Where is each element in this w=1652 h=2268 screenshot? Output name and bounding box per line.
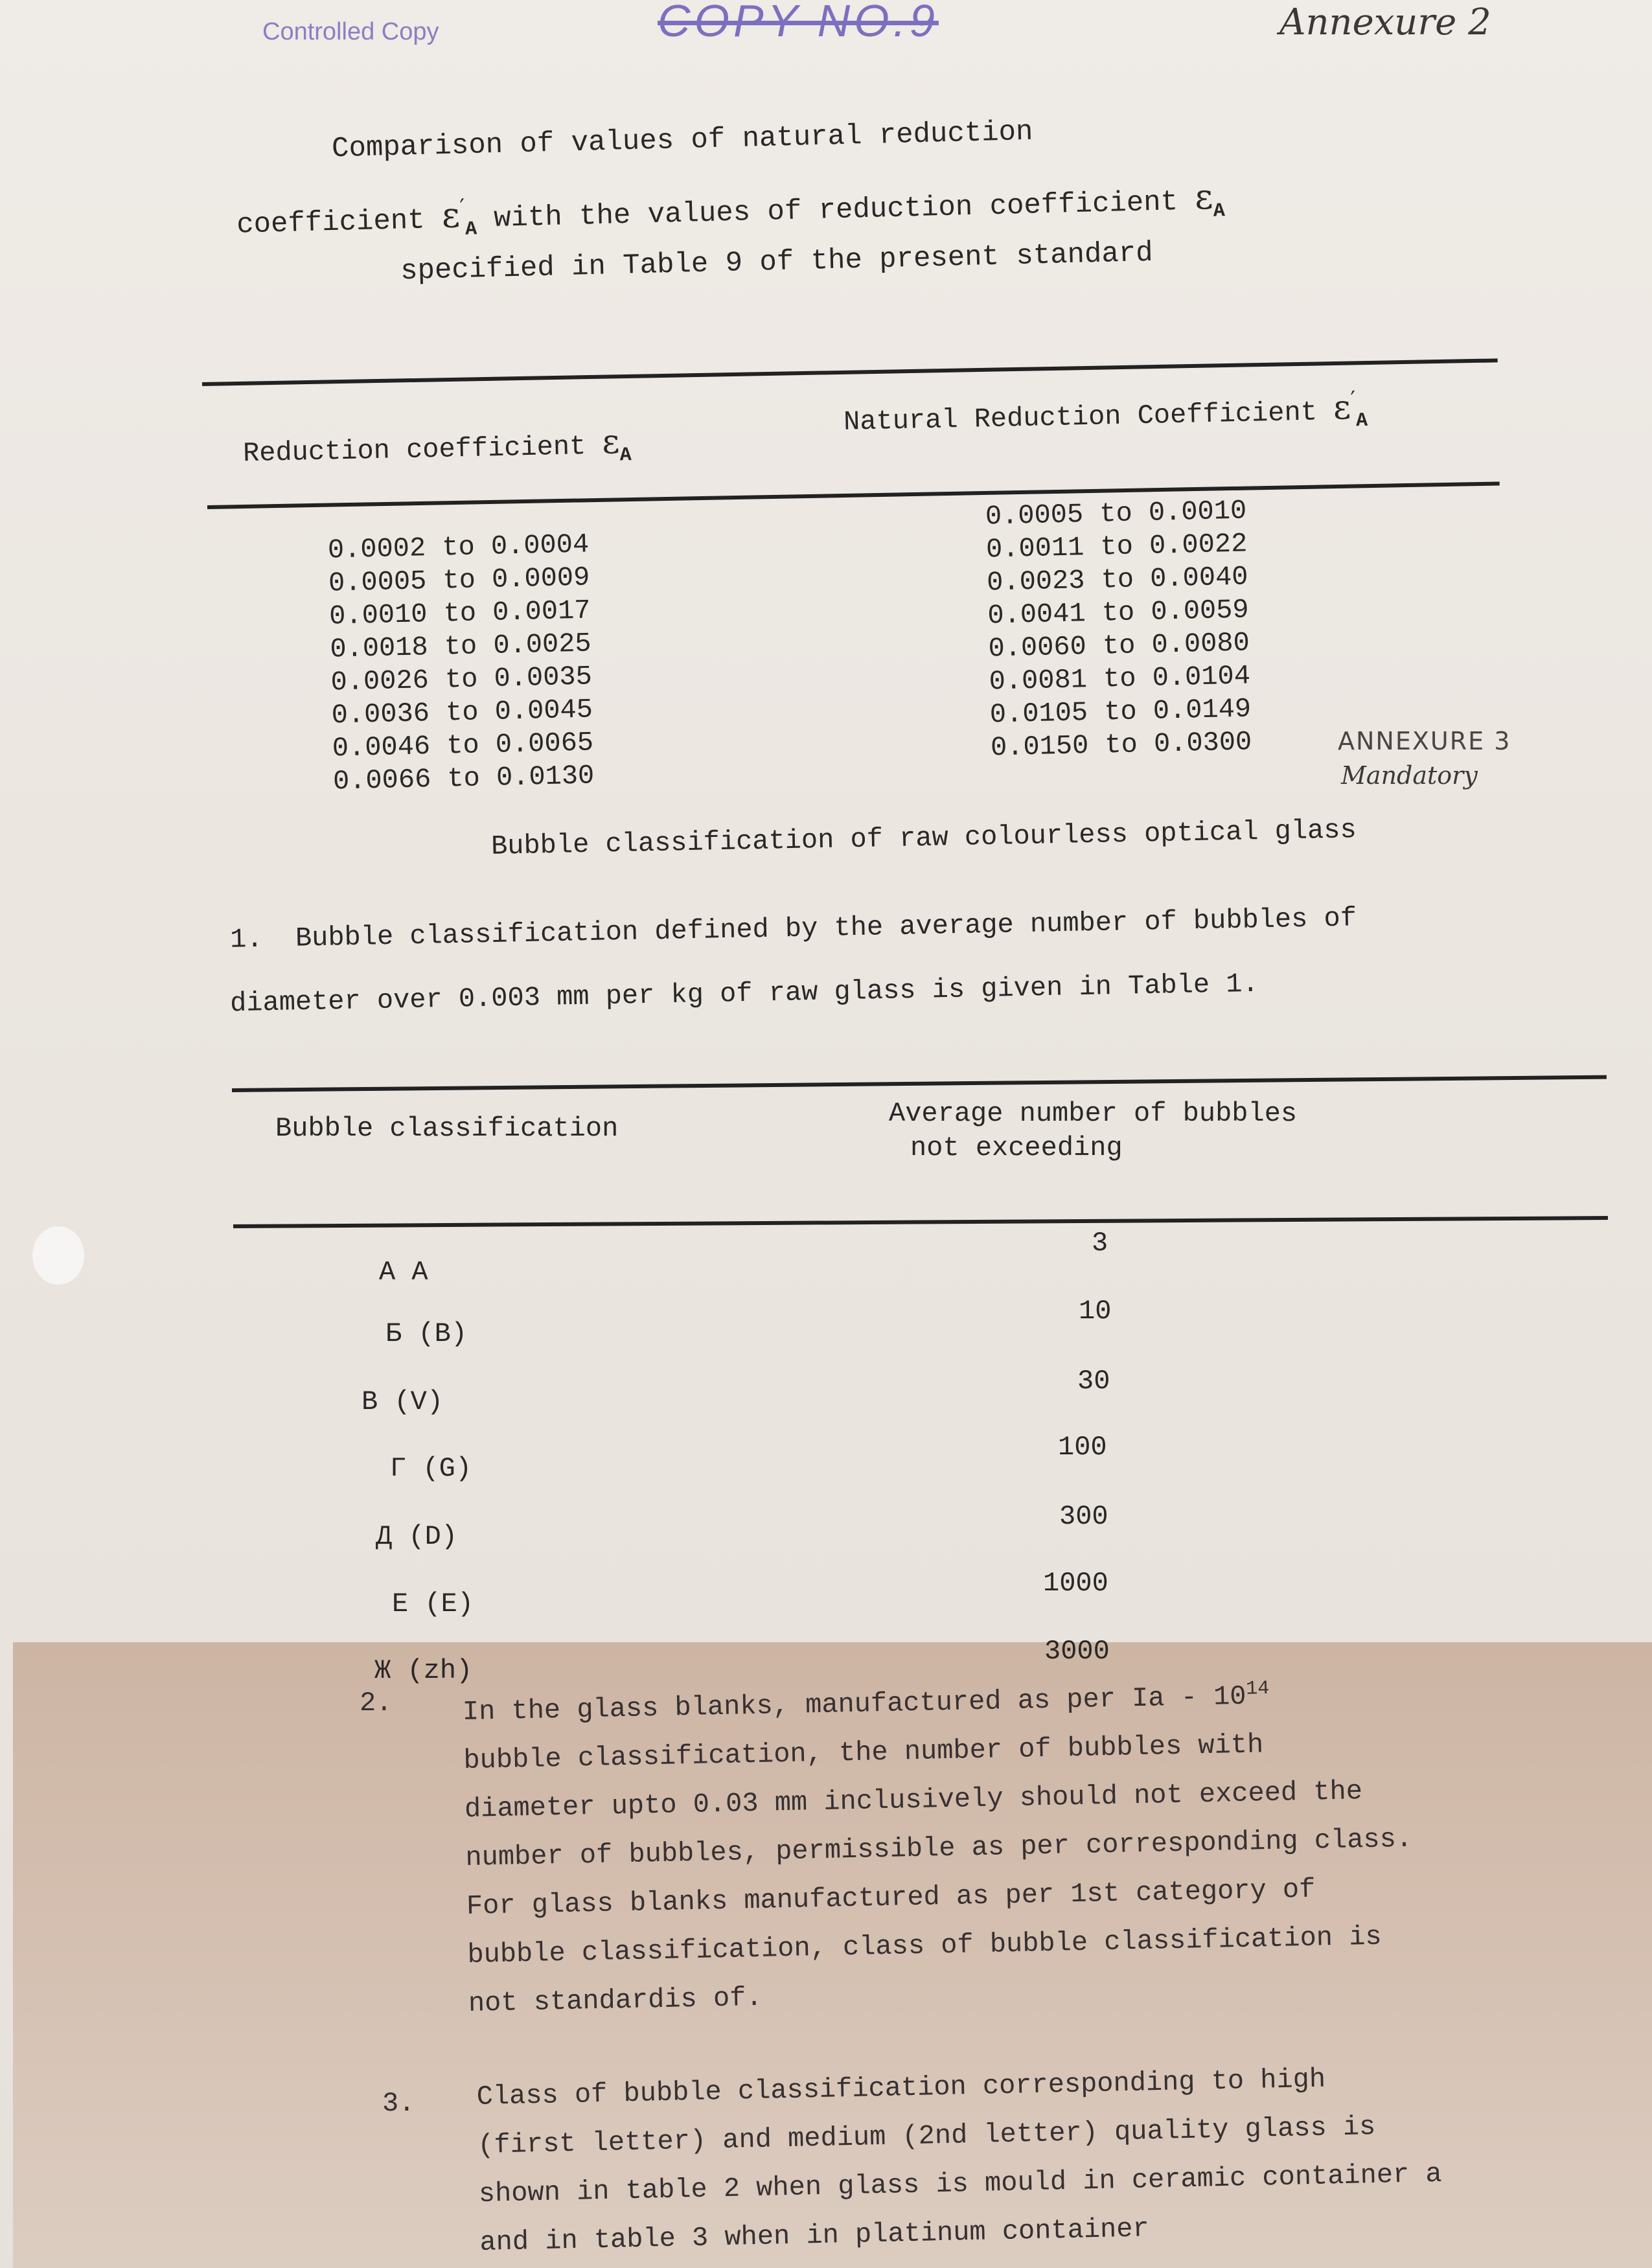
bubble-count-cell: 10 [1079, 1296, 1112, 1327]
bubble-col-header-average-line2: not exceeding [910, 1132, 1123, 1163]
bubble-count-cell: 100 [1058, 1432, 1107, 1463]
table-cell: 0.0036 to 0.0045 [331, 694, 593, 731]
table-cell: 0.0081 to 0.0104 [989, 660, 1251, 698]
table-cell: 0.0010 to 0.0017 [328, 595, 591, 632]
table-cell: 0.0150 to 0.0300 [990, 726, 1252, 764]
epsilon-symbol: $\varepsilon_A$ [1194, 176, 1226, 223]
table-cell: 0.0060 to 0.0080 [988, 627, 1250, 665]
bubble-class-cell: В (V) [361, 1386, 444, 1417]
table-cell: 0.0005 to 0.0009 [328, 562, 590, 599]
mandatory-note: Mandatory [1341, 761, 1478, 790]
table-cell: 0.0011 to 0.0022 [985, 528, 1248, 566]
reduction-coefficient-values [327, 528, 594, 798]
bubble-class-cell: А A [379, 1257, 428, 1288]
bubble-count-cell: 300 [1059, 1501, 1108, 1532]
paragraph-3: Class of bubble classification corresponding to high (first letter) and medium (2nd letter) quality glass is shown in table 2 when glass is mould in ceramic container a and in table 3 when in platinum container [476, 2063, 1443, 2258]
table-cell: 0.0002 to 0.0004 [327, 529, 590, 566]
table-cell: 0.0018 to 0.0025 [329, 628, 592, 665]
comparison-title-line1: Comparison of values of natural reduction [331, 115, 1034, 166]
bubble-class-cell: Д (D) [376, 1521, 458, 1552]
controlled-copy-stamp: Controlled Copy [262, 18, 439, 45]
comparison-title-line3: specified in Table 9 of the present standard [400, 236, 1154, 288]
table-cell: 0.0066 to 0.0130 [332, 760, 595, 797]
table-cell: 0.0041 to 0.0059 [987, 594, 1250, 632]
bubble-class-cell: Б (B) [385, 1318, 468, 1349]
table-cell: 0.0026 to 0.0035 [330, 661, 593, 698]
paragraph-3-number: 3. [382, 2088, 415, 2119]
punch-hole [32, 1226, 84, 1285]
bubble-count-cell: 3000 [1044, 1636, 1110, 1667]
bubble-col-header-classification: Bubble classification [275, 1113, 619, 1144]
table-cell: 0.0005 to 0.0010 [985, 495, 1247, 533]
table-cell: 0.0023 to 0.0040 [986, 561, 1249, 599]
bubble-count-cell: 30 [1077, 1366, 1110, 1397]
table-cell: 0.0046 to 0.0065 [332, 727, 594, 764]
col-header-reduction-coefficient: Reduction coefficient $\varepsilon_A$ [242, 422, 632, 470]
bubble-class-cell: Ж (zh) [374, 1655, 473, 1686]
bubble-class-cell: Г (G) [390, 1453, 472, 1484]
paragraph-2: In the glass blanks, manufactured as per Ia - $10^{14}$ bubble classification, the number of bubbles with diameter upto 0.03 mm inclusively should not exceed the number of bubbles, permissible as per corresponding class. For glass blanks manufactured as per 1st category of bubble classification, class of bubble classification is not standardis of. [462, 1677, 1413, 2019]
bubble-count-cell: 3 [1092, 1228, 1108, 1259]
paragraph-1-line1: 1. Bubble classification defined by the average number of bubbles of [229, 902, 1357, 956]
annexure-3-label: ANNEXURE 3 [1338, 727, 1511, 755]
natural-reduction-coefficient-values [985, 494, 1252, 764]
table-cell: 0.0105 to 0.0149 [989, 693, 1252, 731]
bubble-col-header-average-line1: Average number of bubbles [889, 1098, 1298, 1129]
comparison-title-line2: coefficient $\varepsilon'_A$ with the values of reduction coefficient $\varepsilon_A$ [236, 176, 1226, 242]
col-header-natural-reduction-coefficient: Natural Reduction Coefficient $\varepsilon'_A$ [843, 386, 1368, 438]
copy-number-stamp: COPY NO.9 [658, 0, 939, 46]
paragraph-2-number: 2. [360, 1688, 393, 1719]
bubble-count-cell: 1000 [1043, 1568, 1108, 1599]
paragraph-1-line2: diameter over 0.003 mm per kg of raw glass is given in Table 1. [229, 968, 1259, 1020]
epsilon-prime-symbol: $\varepsilon'_A$ [441, 194, 477, 241]
annexure-2-note: Annexure 2 [1279, 1, 1491, 43]
bubble-class-cell: Е (E) [392, 1588, 474, 1620]
bubble-section-title: Bubble classification of raw colourless optical glass [490, 814, 1357, 862]
